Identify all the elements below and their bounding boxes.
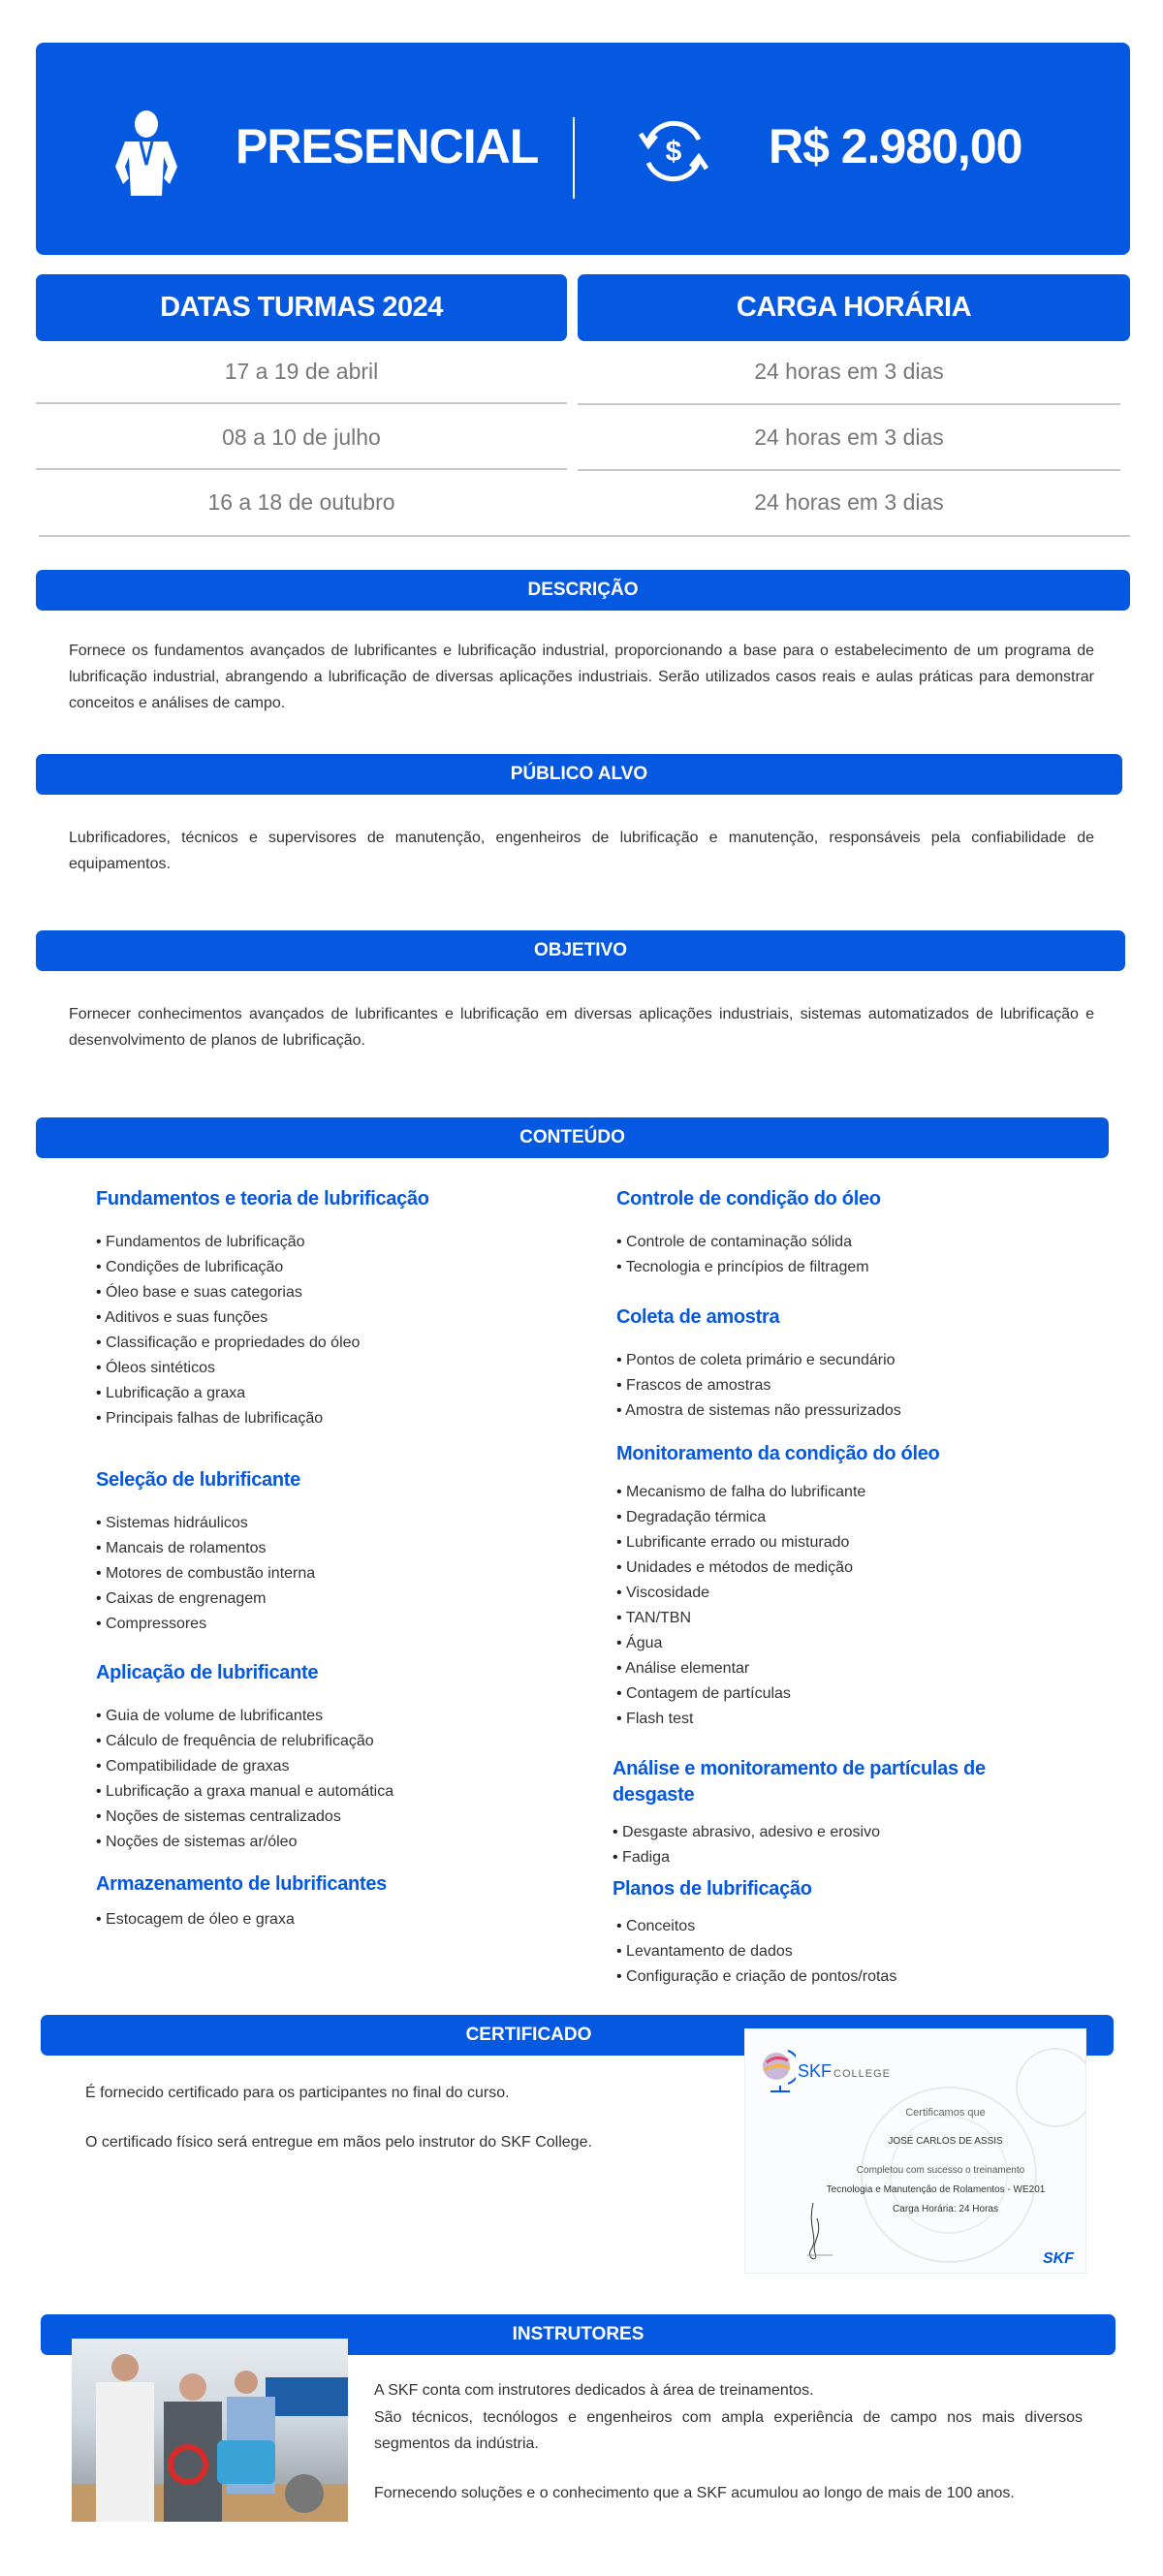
topic-heading: Seleção de lubrificante: [96, 1469, 300, 1491]
topic-list: [616, 1230, 869, 1280]
list-item: • Água: [616, 1631, 865, 1656]
logo-college: COLLEGE: [833, 2068, 891, 2080]
topic-heading: Aplicação de lubrificante: [96, 1662, 319, 1683]
row-divider: [36, 402, 567, 404]
list-item: • Sistemas hidráulicos: [96, 1511, 315, 1536]
list-item: • Caixas de engrenagem: [96, 1586, 315, 1612]
topic-heading: Monitoramento da condição do óleo: [616, 1443, 940, 1464]
class-workload: 24 horas em 3 dias: [754, 359, 944, 384]
instructors-text-1: A SKF conta com instrutores dedicados à área de treinamentos.: [374, 2382, 814, 2399]
instructors-text-3: Fornecendo soluções e o conhecimento que a SKF acumulou ao longo de mais de 100 anos.: [374, 2485, 1015, 2501]
list-item: • Principais falhas de lubrificação: [96, 1406, 360, 1431]
topic-list: [96, 1511, 315, 1637]
topic-heading: Controle de condição do óleo: [616, 1188, 881, 1209]
list-item: • Estocagem de óleo e graxa: [96, 1907, 295, 1932]
list-item: • Noções de sistemas centralizados: [96, 1805, 393, 1830]
certificate-delivery-text: O certificado físico será entregue em mãos pelo instrutor do SKF College.: [85, 2134, 592, 2151]
audience-text: Lubrificadores, técnicos e supervisores de manutenção, engenheiros de lubrificação e manutenção, responsáveis pela confiabilidade de equipamentos.: [69, 830, 1094, 872]
skf-college-globe-icon: [761, 2049, 796, 2093]
cert-name: JOSÉ CARLOS DE ASSIS: [888, 2136, 1003, 2147]
list-item: • Condições de lubrificação: [96, 1255, 360, 1280]
list-item: • Lubrificante errado ou misturado: [616, 1530, 865, 1555]
list-item: • Lubrificação a graxa manual e automática: [96, 1779, 393, 1805]
svg-text:$: $: [665, 136, 682, 168]
list-item: • Contagem de partículas: [616, 1681, 865, 1707]
class-date: 16 a 18 de outubro: [207, 489, 395, 515]
cert-intro: Certificamos que: [905, 2107, 986, 2119]
presenter-icon: [108, 110, 185, 196]
section-title-instrutores: INSTRUTORES: [41, 2314, 1116, 2355]
class-workload: 24 horas em 3 dias: [754, 489, 944, 515]
cert-course: Tecnologia e Manutenção de Rolamentos - WE201: [826, 2184, 1046, 2195]
skf-college-logo: [798, 2061, 891, 2082]
list-item: • Levantamento de dados: [616, 1939, 896, 1964]
hero-banner: [36, 43, 1130, 255]
list-item: • Guia de volume de lubrificantes: [96, 1704, 393, 1729]
row-divider: [39, 535, 1130, 537]
section-title-publico-alvo: PÚBLICO ALVO: [36, 754, 1122, 795]
list-item: • Mecanismo de falha do lubrificante: [616, 1480, 865, 1505]
topic-list: [616, 1348, 901, 1424]
currency-exchange-icon: [635, 112, 712, 190]
section-title-descricao: DESCRIÇÃO: [36, 570, 1130, 611]
topic-list: [96, 1907, 295, 1932]
instructors-text-2: São técnicos, tecnólogos e engenheiros com ampla experiência de campo nos mais diversos segmentos da indústria.: [374, 2409, 1083, 2452]
list-item: • Noções de sistemas ar/óleo: [96, 1830, 393, 1855]
list-item: • Flash test: [616, 1707, 865, 1732]
list-item: • Conceitos: [616, 1914, 896, 1939]
topic-list: [616, 1914, 896, 1990]
section-title-conteudo: CONTEÚDO: [36, 1117, 1109, 1158]
topic-heading: Armazenamento de lubrificantes: [96, 1873, 387, 1895]
description-text: Fornece os fundamentos avançados de lubrificantes e lubrificação industrial, proporcionando a base para o estabelecimento de um programa de lubrificação industrial, abrangendo a lubrificação de diversas aplicações industriais. Serão utilizados casos reais e aulas práticas para demonstrar conceitos e análises de campo.: [69, 643, 1094, 711]
topic-list: [613, 1820, 880, 1870]
list-item: • Unidades e métodos de medição: [616, 1555, 865, 1581]
topic-heading: Planos de lubrificação: [613, 1878, 812, 1900]
topic-heading: Coleta de amostra: [616, 1306, 780, 1328]
price: R$ 2.980,00: [769, 119, 1022, 173]
cert-completed: Completou com sucesso o treinamento: [856, 2165, 1025, 2176]
list-item: • Frascos de amostras: [616, 1373, 901, 1398]
list-item: • Tecnologia e princípios de filtragem: [616, 1255, 869, 1280]
list-item: • Pontos de coleta primário e secundário: [616, 1348, 901, 1373]
list-item: • Desgaste abrasivo, adesivo e erosivo: [613, 1820, 880, 1845]
list-item: • Fundamentos de lubrificação: [96, 1230, 360, 1255]
objective-text: Fornecer conhecimentos avançados de lubrificantes e lubrificação em diversas aplicações industriais, sistemas automatizados de lubrificação e desenvolvimento de planos de lubrificação.: [69, 1006, 1094, 1049]
logo-skf: SKF: [798, 2061, 833, 2081]
list-item: • Cálculo de frequência de relubrificação: [96, 1729, 393, 1754]
section-title-objetivo: OBJETIVO: [36, 930, 1125, 971]
row-divider: [578, 469, 1120, 471]
class-date: 17 a 19 de abril: [224, 359, 379, 384]
dates-header: DATAS TURMAS 2024: [36, 274, 567, 341]
list-item: • Aditivos e suas funções: [96, 1305, 360, 1331]
certificate-text: É fornecido certificado para os participantes no final do curso.: [85, 2085, 510, 2101]
list-item: • Configuração e criação de pontos/rotas: [616, 1964, 896, 1990]
class-workload: 24 horas em 3 dias: [754, 424, 944, 450]
signature: [794, 2199, 833, 2267]
instructors-photo: [72, 2339, 348, 2522]
list-item: • Compressores: [96, 1612, 315, 1637]
row-divider: [36, 468, 567, 470]
list-item: • Compatibilidade de graxas: [96, 1754, 393, 1779]
class-date: 08 a 10 de julho: [222, 424, 381, 450]
list-item: • Motores de combustão interna: [96, 1561, 315, 1586]
workload-header: CARGA HORÁRIA: [578, 274, 1130, 341]
topic-list: [616, 1480, 865, 1732]
certificate-sample-image: [744, 2028, 1086, 2274]
list-item: • Óleos sintéticos: [96, 1356, 360, 1381]
topic-list: [96, 1704, 393, 1855]
list-item: • Amostra de sistemas não pressurizados: [616, 1398, 901, 1424]
list-item: • Mancais de rolamentos: [96, 1536, 315, 1561]
list-item: • Controle de contaminação sólida: [616, 1230, 869, 1255]
divider: [573, 117, 575, 199]
list-item: • Fadiga: [613, 1845, 880, 1870]
list-item: • Lubrificação a graxa: [96, 1381, 360, 1406]
topic-list: [96, 1230, 360, 1431]
skf-brand-logo: SKF: [1043, 2250, 1074, 2267]
list-item: • Óleo base e suas categorias: [96, 1280, 360, 1305]
list-item: • Análise elementar: [616, 1656, 865, 1681]
list-item: • TAN/TBN: [616, 1606, 865, 1631]
section-title-certificado: CERTIFICADO: [41, 2015, 1114, 2056]
list-item: • Viscosidade: [616, 1581, 865, 1606]
topic-heading: Fundamentos e teoria de lubrificação: [96, 1188, 429, 1209]
topic-heading: Análise e monitoramento de partículas de desgaste: [613, 1758, 986, 1806]
list-item: • Degradação térmica: [616, 1505, 865, 1530]
row-divider: [578, 403, 1120, 405]
cert-hours: Carga Horária: 24 Horas: [893, 2204, 998, 2215]
list-item: • Classificação e propriedades do óleo: [96, 1331, 360, 1356]
modality-label: PRESENCIAL: [236, 119, 539, 173]
instructors-illustration: [72, 2339, 348, 2522]
